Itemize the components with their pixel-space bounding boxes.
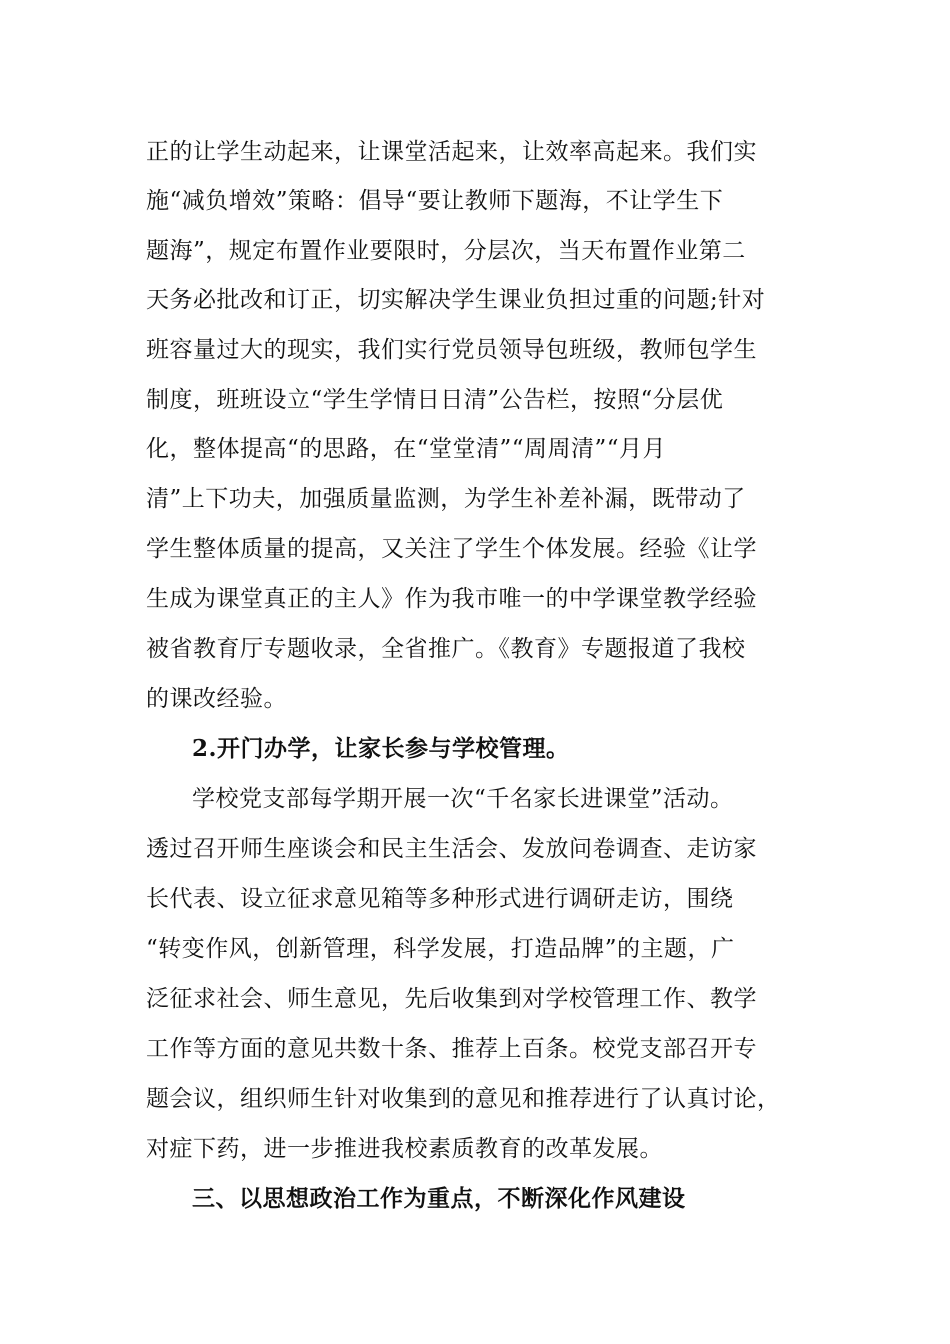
paragraph1-line-3: 题海”，规定布置作业要限时，分层次，当天布置作业第二 — [146, 238, 746, 264]
paragraph2-line-1: 学校党支部每学期开展一次“千名家长进课堂”活动。 — [192, 786, 734, 812]
paragraph2-line-5: 泛征求社会、师生意见，先后收集到对学校管理工作、教学 — [146, 986, 757, 1012]
paragraph1-line-12: 的课改经验。 — [146, 686, 287, 712]
paragraph1-line-1: 正的让学生动起来，让课堂活起来，让效率高起来。我们实 — [146, 139, 757, 165]
paragraph2-line-7: 题会议，组织师生针对收集到的意见和推荐进行了认真讨论， — [146, 1086, 781, 1112]
paragraph2-line-8: 对症下药，进一步推进我校素质教育的改革发展。 — [146, 1136, 663, 1162]
section-heading-3: 三、以思想政治工作为重点，不断深化作风建设 — [192, 1185, 686, 1212]
paragraph2-line-4: “转变作风，创新管理，科学发展，打造品牌”的主题，广 — [146, 936, 735, 962]
paragraph1-line-8: 清”上下功夫，加强质量监测，为学生补差补漏，既带动了 — [146, 486, 746, 512]
paragraph2-line-2: 透过召开师生座谈会和民主生活会、发放问卷调查、走访家 — [146, 836, 757, 862]
paragraph2-line-6: 工作等方面的意见共数十条、推荐上百条。校党支部召开专 — [146, 1036, 757, 1062]
paragraph1-line-11: 被省教育厅专题收录，全省推广。《教育》专题报道了我校 — [146, 636, 746, 662]
paragraph1-line-10: 生成为课堂真正的主人》作为我市唯一的中学课堂教学经验 — [146, 586, 757, 612]
paragraph1-line-9: 学生整体质量的提高，又关注了学生个体发展。经验《让学 — [146, 536, 757, 562]
paragraph1-line-4: 天务必批改和订正，切实解决学生课业负担过重的问题;针对 — [146, 287, 766, 313]
paragraph1-line-7: 化，整体提高“的思路，在“堂堂清”“周周清”“月月 — [146, 436, 667, 462]
paragraph1-line-6: 制度，班班设立“学生学情日日清”公告栏，按照“分层优 — [146, 387, 724, 413]
paragraph1-line-5: 班容量过大的现实，我们实行党员领导包班级，教师包学生 — [146, 337, 757, 363]
section-heading-2: 2.开门办学，让家长参与学校管理。 — [192, 735, 570, 762]
paragraph1-line-2: 施“减负增效”策略：倡导“要让教师下题海，不让学生下 — [146, 188, 724, 214]
paragraph2-line-3: 长代表、设立征求意见箱等多种形式进行调研走访，围绕 — [146, 886, 734, 912]
